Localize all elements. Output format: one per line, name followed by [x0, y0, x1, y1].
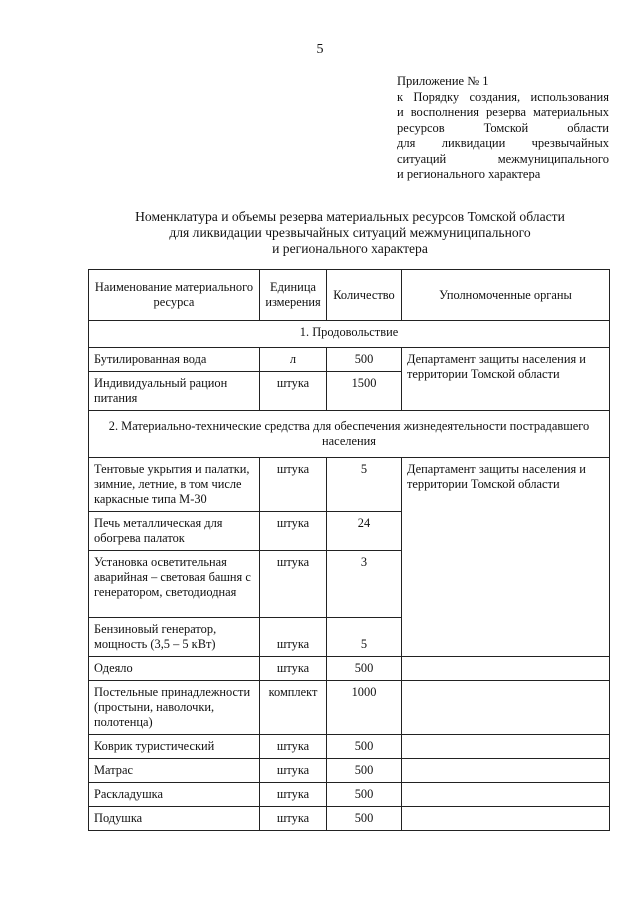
table-row — [89, 348, 610, 372]
resource-name: Установка осветительная аварийная – световая башня с генератором, светодиодная — [89, 551, 260, 618]
header-authority: Уполномоченные органы — [402, 270, 610, 321]
header-quantity: Количество — [327, 270, 402, 321]
resource-quantity: 5 — [327, 618, 402, 657]
authority-cell — [402, 759, 610, 783]
appendix-line: и регионального характера — [397, 167, 541, 181]
appendix-line: и восполнения резерва материальных — [397, 105, 609, 119]
resource-quantity: 500 — [327, 657, 402, 681]
resource-name: Коврик туристический — [89, 735, 260, 759]
resource-quantity: 24 — [327, 512, 402, 551]
header-unit: Единица измерения — [260, 270, 327, 321]
document-title-line: и регионального характера — [272, 241, 428, 256]
resource-name: Индивидуальный рацион питания — [89, 372, 260, 411]
resource-name: Матрас — [89, 759, 260, 783]
resource-name: Одеяло — [89, 657, 260, 681]
table-header-row — [89, 270, 610, 321]
resource-name: Тентовые укрытия и палатки, зимние, летние, в том числе каркасные типа М-30 — [89, 458, 260, 512]
resource-unit: штука — [260, 372, 327, 411]
table-row — [89, 759, 610, 783]
appendix-line: к Порядку создания, использования — [397, 89, 609, 104]
authority-text: Департамент защиты населения и территории Томской области — [407, 462, 586, 491]
table-row — [89, 681, 610, 735]
resource-unit: штука — [260, 807, 327, 831]
authority-cell — [402, 657, 610, 681]
resource-name: Бензиновый генератор, мощность (3,5 – 5 кВт) — [89, 618, 260, 657]
resource-unit: штука — [260, 783, 327, 807]
section-title: 1. Продовольствие — [89, 321, 610, 348]
table-row — [89, 657, 610, 681]
resources-table — [88, 269, 610, 831]
appendix-line: для ликвидации чрезвычайных — [397, 136, 609, 150]
resource-quantity: 500 — [327, 735, 402, 759]
resource-name: Постельные принадлежности (простыни, наволочки, полотенца) — [89, 681, 260, 735]
authority-cell — [402, 783, 610, 807]
section-row — [89, 411, 610, 458]
resource-name: Печь металлическая для обогрева палаток — [89, 512, 260, 551]
resource-quantity: 500 — [327, 348, 402, 372]
table-row — [89, 783, 610, 807]
resource-unit: штука — [260, 512, 327, 551]
appendix-title: Приложение № 1 — [397, 74, 489, 88]
document-title — [60, 209, 640, 257]
header-name: Наименование материального ресурса — [89, 270, 260, 321]
resource-quantity: 500 — [327, 807, 402, 831]
resource-quantity: 500 — [327, 759, 402, 783]
authority-cell — [402, 458, 610, 657]
section-row — [89, 321, 610, 348]
appendix-line: ситуаций межмуниципального — [397, 151, 609, 166]
resource-name: Подушка — [89, 807, 260, 831]
page-number: 5 — [316, 42, 324, 57]
resource-unit: штука — [260, 551, 327, 618]
authority-cell — [402, 735, 610, 759]
resource-quantity: 500 — [327, 783, 402, 807]
document-title-line: для ликвидации чрезвычайных ситуаций межмуниципального — [169, 225, 531, 240]
authority-cell — [402, 681, 610, 735]
authority-text: Департамент защиты населения и территории Томской области — [407, 352, 586, 381]
resource-quantity: 5 — [327, 458, 402, 512]
appendix-block — [397, 74, 609, 183]
document-title-line: Номенклатура и объемы резерва материальных ресурсов Томской области — [135, 209, 565, 224]
resource-unit: комплект — [260, 681, 327, 735]
resource-unit: штука — [260, 618, 327, 657]
resource-unit: штука — [260, 759, 327, 783]
appendix-line: ресурсов Томской области — [397, 120, 609, 135]
table-row — [89, 807, 610, 831]
resource-unit: штука — [260, 657, 327, 681]
resource-quantity: 1500 — [327, 372, 402, 411]
resource-unit: штука — [260, 735, 327, 759]
resource-name: Раскладушка — [89, 783, 260, 807]
resource-quantity: 1000 — [327, 681, 402, 735]
authority-cell — [402, 348, 610, 411]
section-title: 2. Материально-технические средства для обеспечения жизнедеятельности пострадавшего населения — [89, 411, 610, 458]
resource-quantity: 3 — [327, 551, 402, 618]
resource-name: Бутилированная вода — [89, 348, 260, 372]
authority-cell — [402, 807, 610, 831]
table-row — [89, 735, 610, 759]
resource-unit: л — [260, 348, 327, 372]
table-row — [89, 458, 610, 512]
resource-unit: штука — [260, 458, 327, 512]
